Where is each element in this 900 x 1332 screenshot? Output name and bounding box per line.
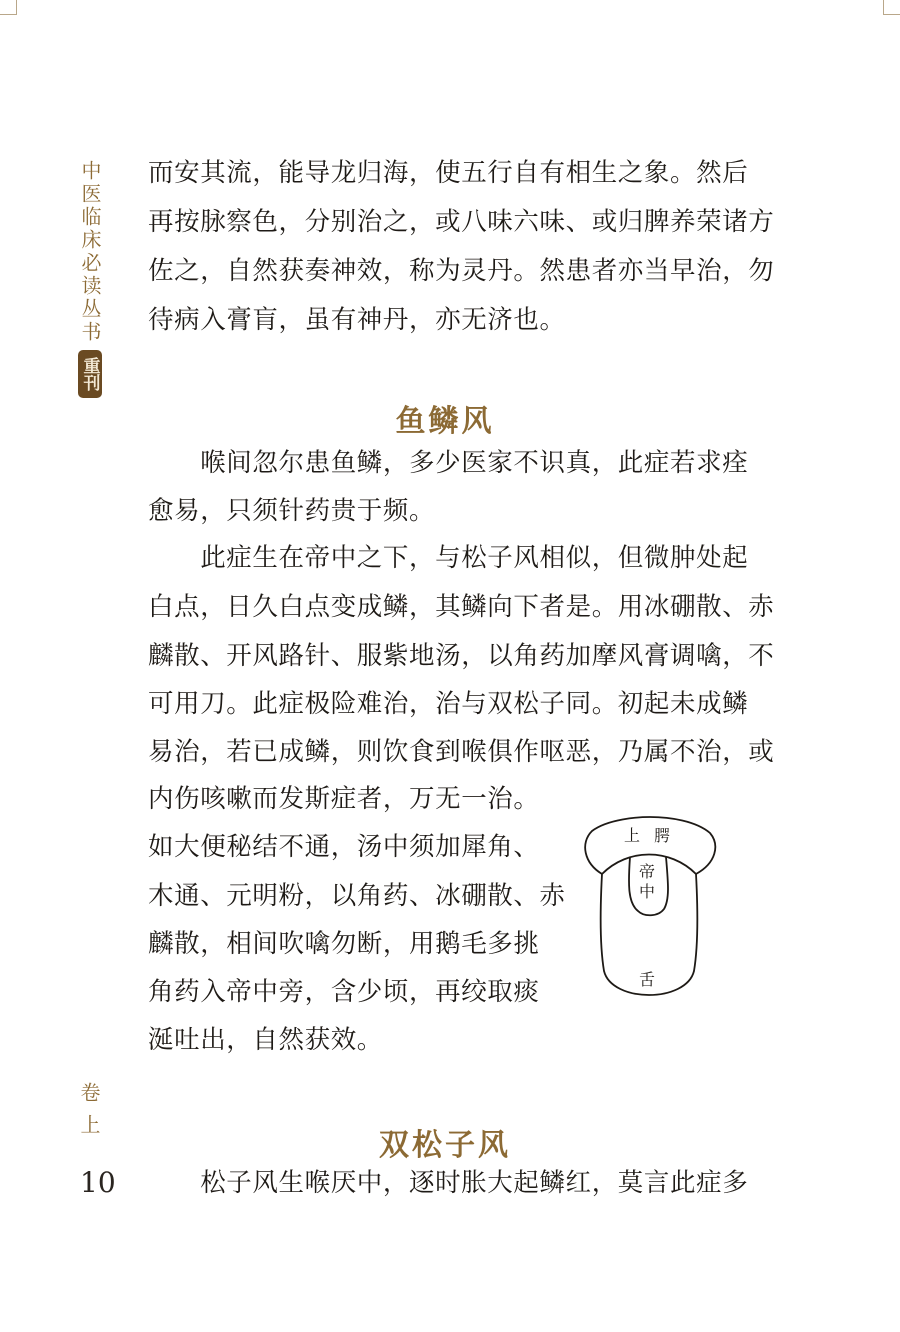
- verse-line: 喉间忽尔患鱼鳞，多少医家不识真，此症若求痊: [148, 448, 749, 478]
- intro-line: 再按脉察色，分别治之，或八味六味、或归脾养荣诸方: [148, 207, 775, 237]
- series-title: [77, 160, 103, 398]
- verse-line: 愈易，只须针药贵于频。: [148, 496, 436, 526]
- intro-line: 待病入膏肓，虽有神丹，亦无济也。: [148, 305, 566, 335]
- body-line: 此症生在帝中之下，与松子风相似，但微肿处起: [148, 543, 749, 573]
- volume-label: 卷上: [77, 1082, 101, 1146]
- series-name: 中医临床必读丛书: [78, 160, 102, 344]
- wrap-line: 木通、元明粉，以角药、冰硼散、赤: [148, 881, 566, 911]
- diagram-label-zhong: 中: [639, 882, 656, 901]
- wrap-line: 如大便秘结不通，汤中须加犀角、: [148, 832, 540, 862]
- wrap-line: 涎吐出，自然获效。: [148, 1025, 383, 1055]
- section-title-shuangsong: 双松子风: [379, 1128, 511, 1163]
- body-line: 易治，若已成鳞，则饮食到喉俱作呕恶，乃属不治，或: [148, 737, 775, 767]
- diagram-label-di: 帝: [639, 862, 656, 881]
- diagram-label-upper: 上: [624, 826, 641, 845]
- section-title-yulin: 鱼鳞风: [395, 404, 495, 439]
- corner-mark-left: [0, 0, 17, 15]
- body-line: 内伤咳嗽而发斯症者，万无一治。: [148, 784, 540, 814]
- reprint-seal: 重刊: [78, 350, 102, 398]
- throat-diagram-svg: [578, 815, 720, 1011]
- diagram-label-tongue: 舌: [639, 970, 656, 989]
- wrap-line: 角药入帝中旁，含少顷，再绞取痰: [148, 977, 540, 1007]
- intro-line: 而安其流，能导龙归海，使五行自有相生之象。然后: [148, 158, 749, 188]
- body-line: 可用刀。此症极险难治，治与双松子同。初起未成鳞: [148, 689, 749, 719]
- diagram-label-palate: 腭: [654, 826, 671, 845]
- corner-mark-right: [883, 0, 900, 15]
- wrap-line: 麟散，相间吹噙勿断，用鹅毛多挑: [148, 929, 540, 959]
- body-line: 松子风生喉厌中，逐时胀大起鳞红，莫言此症多: [148, 1168, 749, 1198]
- intro-line: 佐之，自然获奏神效，称为灵丹。然患者亦当早治，勿: [148, 256, 775, 286]
- throat-diagram: [578, 815, 720, 1011]
- page-number: 10: [80, 1166, 116, 1199]
- body-line: 白点，日久白点变成鳞，其鳞向下者是。用冰硼散、赤: [148, 592, 775, 622]
- body-line: 麟散、开风路针、服紫地汤，以角药加摩风膏调噙，不: [148, 641, 775, 671]
